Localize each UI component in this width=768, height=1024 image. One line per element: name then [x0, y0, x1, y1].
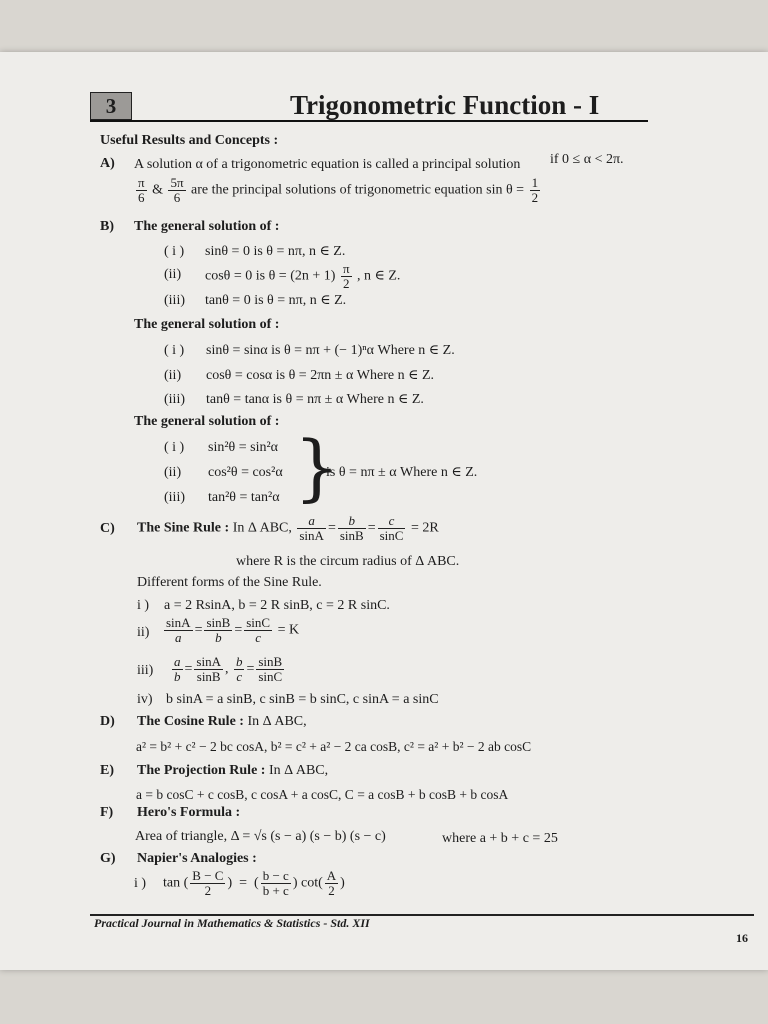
- document-page: [0, 52, 768, 970]
- c-ii-idx: ii): [137, 625, 150, 640]
- section-b-label: B): [100, 219, 114, 234]
- b1-i-text: sinθ = 0 is θ = nπ, n ∈ Z.: [205, 244, 346, 259]
- section-a-text: A solution α of a trigonometric equation is called a principal solution: [134, 157, 521, 172]
- chapter-number: 3: [90, 92, 132, 120]
- section-d-label: D): [100, 714, 115, 729]
- useful-results-heading: Useful Results and Concepts :: [100, 133, 279, 148]
- b3-iii-idx: (iii): [164, 490, 185, 505]
- footer-text: Practical Journal in Mathematics & Statistics - Std. XII: [94, 916, 370, 930]
- b1-i-idx: ( i ): [164, 244, 185, 259]
- c-iv-text: b sinA = a sinB, c sinB = b sinC, c sinA = a sinC: [166, 692, 439, 707]
- b3-ii-idx: (ii): [164, 465, 182, 480]
- chapter-title: Trigonometric Function - I: [290, 90, 600, 120]
- section-f-label: F): [100, 805, 114, 820]
- general-solution-heading-1: The general solution of :: [134, 219, 280, 234]
- c-iii-idx: iii): [137, 663, 154, 678]
- chapter-header: [90, 90, 648, 122]
- right-brace: }: [294, 425, 340, 509]
- c-iii-formula: $\frac{a}{b}$ = $\frac{\sin A}{\sin B}$ , $\frac{b}{c}$ = $\frac{\sin B}{\sin C}$: [174, 654, 283, 684]
- c-i-text: a = 2 RsinA, b = 2 R sinB, c = 2 R sinC.: [164, 598, 390, 613]
- c-iv-idx: iv): [137, 692, 153, 707]
- sine-rule-where: where R is the circum radius of Δ ABC.: [236, 554, 460, 569]
- b3-ii-text: cos²θ = cos²α: [208, 465, 283, 480]
- b2-iii-idx: (iii): [164, 392, 185, 407]
- projection-rule-formula: a = b cosC + c cosB, c cosA + a cosC, C = a cosB + b cosB + b cosA: [136, 787, 509, 802]
- section-c-label: C): [100, 521, 115, 536]
- sine-rule-forms: Different forms of the Sine Rule.: [137, 575, 322, 590]
- c-i-idx: i ): [137, 598, 150, 613]
- b1-ii-text: cosθ = 0 is θ = (2n + 1) $\frac{\pi}{2}$ , n ∈ Z.: [205, 261, 401, 291]
- sine-rule-line: The Sine Rule : In Δ ABC, $\frac{a}{\sin A}$ = $\frac{b}{\sin B}$ = $\frac{c}{\sin C}$ = 2R: [137, 513, 439, 543]
- b3-result: is θ = nπ ± α Where n ∈ Z.: [326, 465, 478, 480]
- b3-iii-text: tan²θ = tan²α: [208, 490, 280, 505]
- b1-iii-text: tanθ = 0 is θ = nπ, n ∈ Z.: [205, 293, 347, 308]
- b3-i-text: sin²θ = sin²α: [208, 440, 279, 455]
- section-e-label: E): [100, 763, 114, 778]
- b2-i-idx: ( i ): [164, 343, 185, 358]
- cosine-rule-heading: The Cosine Rule : In Δ ABC,: [137, 714, 307, 729]
- b2-ii-text: cosθ = cosα is θ = 2πn ± α Where n ∈ Z.: [206, 368, 435, 383]
- projection-rule-heading: The Projection Rule : In Δ ABC,: [137, 763, 329, 778]
- b1-ii-idx: (ii): [164, 267, 182, 282]
- napier-i-formula: tan ( $\frac{B - C}{2}$ ) = ( $\frac{b - c}{b + c}$ ) cot( $\frac{A}{2}$ ): [163, 868, 345, 898]
- page-number: 16: [736, 931, 748, 945]
- b3-i-idx: ( i ): [164, 440, 185, 455]
- c-ii-formula: $\frac{\sin A}{a}$ = $\frac{\sin B}{b}$ = $\frac{\sin C}{c}$ = K: [166, 615, 300, 645]
- section-a-condition: if 0 ≤ α < 2π.: [550, 152, 624, 167]
- herons-formula-area: Area of triangle, Δ = √s (s − a) (s − b) (s − c): [135, 829, 386, 844]
- general-solution-heading-3: The general solution of :: [134, 414, 280, 429]
- napier-i-idx: i ): [134, 876, 147, 891]
- b2-i-text: sinθ = sinα is θ = nπ + (− 1)ⁿα Where n ∈ Z.: [206, 343, 455, 358]
- general-solution-heading-2: The general solution of :: [134, 317, 280, 332]
- herons-formula-heading: Hero's Formula :: [137, 805, 241, 820]
- section-a-label: A): [100, 156, 115, 171]
- b1-iii-idx: (iii): [164, 293, 185, 308]
- section-a-line2: $\frac{\pi}{6}$ & $\frac{5\pi}{6}$ are the principal solutions of trigonometric equation sin θ = $\frac{1}{2}$: [138, 175, 539, 205]
- section-g-label: G): [100, 851, 116, 866]
- herons-formula-where: where a + b + c = 25: [442, 831, 558, 846]
- b2-ii-idx: (ii): [164, 368, 182, 383]
- b2-iii-text: tanθ = tanα is θ = nπ ± α Where n ∈ Z.: [206, 392, 424, 407]
- cosine-rule-formula: a² = b² + c² − 2 bc cosA, b² = c² + a² − 2 ca cosB, c² = a² + b² − 2 ab cosC: [136, 739, 532, 754]
- napiers-analogies-heading: Napier's Analogies :: [137, 851, 257, 866]
